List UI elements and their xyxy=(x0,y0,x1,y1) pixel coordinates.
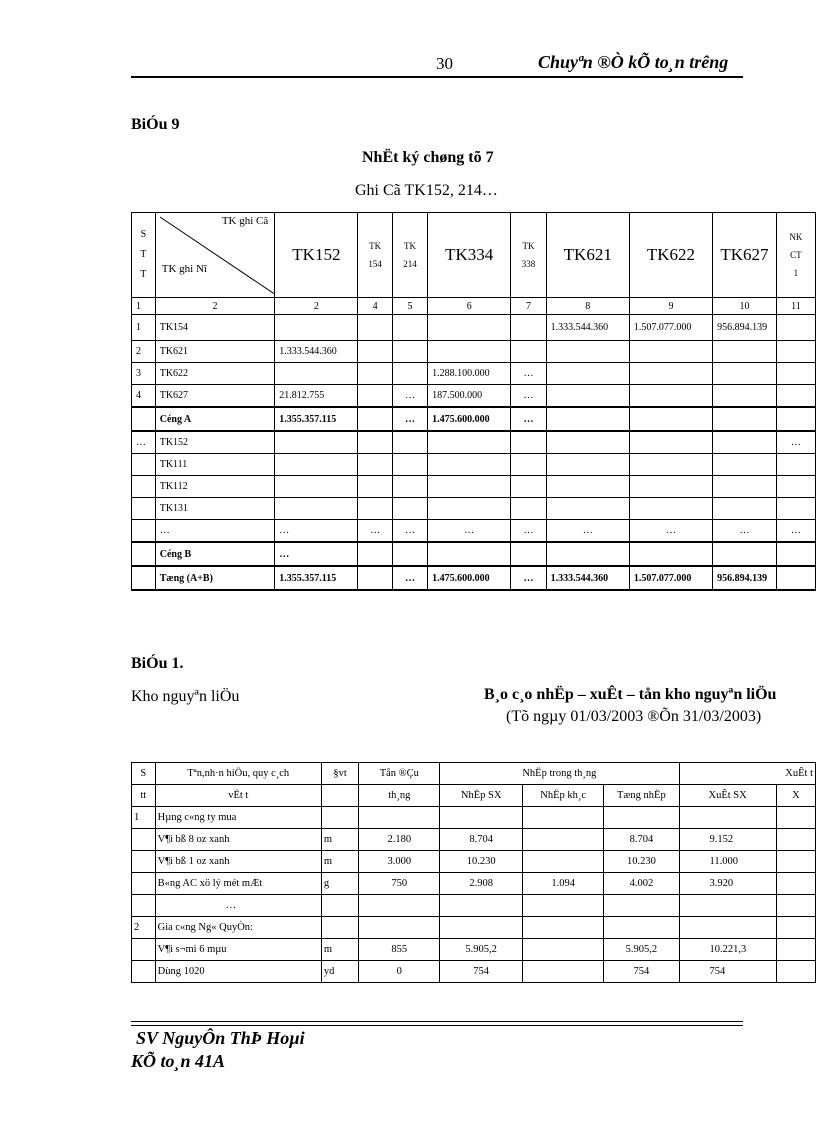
row-material: Gia c«ng Ng« QuyÒn: xyxy=(155,917,321,939)
row-out-sx: 754 xyxy=(679,961,776,983)
row-value xyxy=(511,542,546,566)
table-row xyxy=(132,851,816,873)
row-value xyxy=(428,431,511,454)
row-stt: 3 xyxy=(132,363,156,385)
row-value xyxy=(428,498,511,520)
row-in-other xyxy=(523,807,604,829)
row-value xyxy=(392,498,427,520)
row-unit xyxy=(321,807,358,829)
row-value: 1.333.544.360 xyxy=(546,315,629,341)
index-cell: 2 xyxy=(275,298,358,315)
col-stt-head: S xyxy=(132,763,156,785)
col-out-group: XuÊt t xyxy=(679,763,815,785)
row-out-other xyxy=(776,851,815,873)
row-value xyxy=(629,407,712,431)
row-stt xyxy=(132,566,156,590)
table-row xyxy=(132,939,816,961)
row-value xyxy=(511,498,546,520)
index-cell: 7 xyxy=(511,298,546,315)
row-value: … xyxy=(275,520,358,543)
diag-top-label: TK ghi Cã xyxy=(221,215,269,227)
row-value xyxy=(546,407,629,431)
row-unit: g xyxy=(321,873,358,895)
row-out-other xyxy=(776,917,815,939)
row-value xyxy=(275,431,358,454)
row-value: … xyxy=(392,385,427,408)
row-out-sx xyxy=(679,895,776,917)
row-value xyxy=(713,542,777,566)
column-header xyxy=(392,213,427,298)
table-row xyxy=(132,917,816,939)
row-out-other xyxy=(776,961,815,983)
row-value xyxy=(629,385,712,408)
column-header-label: TK152 xyxy=(292,245,341,264)
table-row xyxy=(132,385,816,408)
row-value xyxy=(629,498,712,520)
row-value: … xyxy=(511,566,546,590)
row-out-sx: 11.000 xyxy=(679,851,776,873)
row-value xyxy=(358,431,392,454)
row-in-other: 1.094 xyxy=(523,873,604,895)
row-value xyxy=(629,363,712,385)
index-cell: 8 xyxy=(546,298,629,315)
row-value xyxy=(358,407,392,431)
row-value: 1.333.544.360 xyxy=(275,341,358,363)
index-cell: 10 xyxy=(713,298,777,315)
col-in-sx: NhËp SX xyxy=(440,785,523,807)
row-value: … xyxy=(275,542,358,566)
row-value xyxy=(546,385,629,408)
col-out-other: X xyxy=(776,785,815,807)
row-value xyxy=(275,363,358,385)
index-cell: 11 xyxy=(776,298,815,315)
row-value xyxy=(358,341,392,363)
row-value xyxy=(428,542,511,566)
index-cell: 6 xyxy=(428,298,511,315)
row-value xyxy=(275,498,358,520)
row-value xyxy=(275,315,358,341)
row-in-total: 5.905,2 xyxy=(604,939,679,961)
row-stt: … xyxy=(132,431,156,454)
row-value xyxy=(358,385,392,408)
row-unit: m xyxy=(321,939,358,961)
row-stt xyxy=(132,829,156,851)
row-value xyxy=(511,341,546,363)
row-value: … xyxy=(546,520,629,543)
row-opening: 0 xyxy=(359,961,440,983)
row-opening: 3.000 xyxy=(359,851,440,873)
col-stt-head2: tt xyxy=(132,785,156,807)
row-unit: m xyxy=(321,851,358,873)
row-in-total xyxy=(604,917,679,939)
row-in-total: 10.230 xyxy=(604,851,679,873)
table-row xyxy=(132,454,816,476)
row-stt xyxy=(132,939,156,961)
row-value xyxy=(776,566,815,590)
row-value xyxy=(275,476,358,498)
row-out-other xyxy=(776,895,815,917)
row-value xyxy=(776,454,815,476)
row-value xyxy=(776,363,815,385)
row-in-other xyxy=(523,961,604,983)
stt-char: T xyxy=(140,269,147,280)
header-rule xyxy=(131,76,743,78)
index-cell: 2 xyxy=(155,298,275,315)
row-value: … xyxy=(776,520,815,543)
row-value xyxy=(713,407,777,431)
row-value: 1.475.600.000 xyxy=(428,407,511,431)
row-account: Céng B xyxy=(155,542,275,566)
row-value xyxy=(358,476,392,498)
row-in-other xyxy=(523,829,604,851)
row-out-sx xyxy=(679,917,776,939)
row-value: 956.894.139 xyxy=(713,315,777,341)
student-class: KÕ to¸n 41A xyxy=(131,1051,226,1071)
row-value: 21.812.755 xyxy=(275,385,358,408)
row-value: … xyxy=(358,520,392,543)
table-row xyxy=(132,961,816,983)
column-header-label: TK334 xyxy=(445,245,494,264)
column-header xyxy=(428,213,511,298)
row-value xyxy=(629,341,712,363)
column-header-label: TK 338 xyxy=(521,241,536,269)
row-value: … xyxy=(392,566,427,590)
column-header-label: TK627 xyxy=(720,245,769,264)
col-out-sx: XuÊt SX xyxy=(679,785,776,807)
column-header-label: TK621 xyxy=(563,245,612,264)
row-unit xyxy=(321,895,358,917)
row-value: … xyxy=(392,520,427,543)
row-stt xyxy=(132,542,156,566)
row-opening xyxy=(359,917,440,939)
row-value xyxy=(275,454,358,476)
row-value xyxy=(546,431,629,454)
row-value: 1.355.357.115 xyxy=(275,407,358,431)
row-account: TK621 xyxy=(155,341,275,363)
row-out-other xyxy=(776,807,815,829)
column-header xyxy=(776,213,815,298)
row-value xyxy=(511,454,546,476)
row-opening: 750 xyxy=(359,873,440,895)
row-opening xyxy=(359,807,440,829)
header-row xyxy=(132,213,816,298)
page-number: 30 xyxy=(436,54,453,73)
row-value xyxy=(392,341,427,363)
column-header xyxy=(546,213,629,298)
row-value xyxy=(428,476,511,498)
table-row xyxy=(132,566,816,590)
index-cell: 4 xyxy=(358,298,392,315)
row-in-sx xyxy=(440,917,523,939)
row-value xyxy=(392,315,427,341)
diagonal-header xyxy=(155,213,275,298)
row-account: TK154 xyxy=(155,315,275,341)
row-value: 956.894.139 xyxy=(713,566,777,590)
stt-char: T xyxy=(140,249,147,260)
row-value xyxy=(392,454,427,476)
row-value xyxy=(776,498,815,520)
row-value xyxy=(428,315,511,341)
row-material: V¶i s¬mi 6 mµu xyxy=(155,939,321,961)
row-stt: 2 xyxy=(132,341,156,363)
row-in-sx xyxy=(440,895,523,917)
stt-header xyxy=(132,213,156,298)
footer-rule xyxy=(131,1021,743,1022)
table-row xyxy=(132,476,816,498)
row-opening: 855 xyxy=(359,939,440,961)
row-value: … xyxy=(511,407,546,431)
table-row xyxy=(132,520,816,543)
row-value xyxy=(392,542,427,566)
row-value: 1.355.357.115 xyxy=(275,566,358,590)
table-row xyxy=(132,895,816,917)
report-period: (Tõ ngµy 01/03/2003 ®Õn 31/03/2003) xyxy=(506,708,762,725)
column-header xyxy=(511,213,546,298)
row-material: B«ng AC xö lý mét mÆt xyxy=(155,873,321,895)
row-value xyxy=(629,542,712,566)
row-value xyxy=(358,566,392,590)
section-label: BiÓu 1. xyxy=(131,655,184,672)
column-header xyxy=(713,213,777,298)
row-out-sx: 10.221,3 xyxy=(679,939,776,961)
row-in-other xyxy=(523,917,604,939)
row-account: TK627 xyxy=(155,385,275,408)
row-in-total: 8.704 xyxy=(604,829,679,851)
row-value xyxy=(776,315,815,341)
warehouse-caption: Kho nguyªn liÖu xyxy=(131,688,240,705)
row-in-sx: 5.905,2 xyxy=(440,939,523,961)
row-account: Tæng (A+B) xyxy=(155,566,275,590)
col-unit-head: §vt xyxy=(321,763,358,785)
table-subtitle: Ghi Cã TK152, 214… xyxy=(355,182,498,199)
col-in-group: NhËp trong th¸ng xyxy=(440,763,679,785)
row-stt xyxy=(132,873,156,895)
row-value: … xyxy=(629,520,712,543)
row-material: Dùng 1020 xyxy=(155,961,321,983)
row-unit: m xyxy=(321,829,358,851)
row-value xyxy=(511,476,546,498)
row-account: Céng A xyxy=(155,407,275,431)
row-stt xyxy=(132,851,156,873)
stt-char: S xyxy=(140,229,147,240)
row-in-other xyxy=(523,939,604,961)
column-header-label: TK 214 xyxy=(403,241,417,269)
row-stt: 4 xyxy=(132,385,156,408)
row-in-total: 754 xyxy=(604,961,679,983)
running-title: Chuyªn ®Ò kÕ to¸n trêng xyxy=(538,52,729,72)
row-out-sx: 3.920 xyxy=(679,873,776,895)
col-in-total: Tæng nhËp xyxy=(604,785,679,807)
col-open-head: Tån ®Çu xyxy=(359,763,440,785)
index-cell: 9 xyxy=(629,298,712,315)
row-stt xyxy=(132,961,156,983)
row-out-other xyxy=(776,829,815,851)
index-cell: 1 xyxy=(132,298,156,315)
row-material: … xyxy=(155,895,321,917)
row-account: TK111 xyxy=(155,454,275,476)
row-value: … xyxy=(428,520,511,543)
row-stt xyxy=(132,454,156,476)
row-stt xyxy=(132,407,156,431)
column-header xyxy=(275,213,358,298)
column-header-label: TK 154 xyxy=(368,241,382,269)
row-value xyxy=(629,476,712,498)
row-value xyxy=(546,476,629,498)
column-header xyxy=(358,213,392,298)
row-value: … xyxy=(776,431,815,454)
row-account: TK622 xyxy=(155,363,275,385)
row-stt: 2 xyxy=(132,917,156,939)
row-value: 187.500.000 xyxy=(428,385,511,408)
row-value: 1.288.100.000 xyxy=(428,363,511,385)
row-material: V¶i bß 8 oz xanh xyxy=(155,829,321,851)
report-title: B¸o c¸o nhËp – xuÊt – tån kho nguyªn liÖu xyxy=(484,686,777,703)
row-value xyxy=(713,476,777,498)
row-material: V¶i bß 1 oz xanh xyxy=(155,851,321,873)
journal-table xyxy=(131,212,816,591)
row-value: … xyxy=(713,520,777,543)
table-row xyxy=(132,829,816,851)
inventory-table xyxy=(131,762,816,983)
row-stt xyxy=(132,498,156,520)
row-value xyxy=(428,454,511,476)
row-value xyxy=(546,542,629,566)
row-value xyxy=(392,363,427,385)
row-value: 1.507.077.000 xyxy=(629,315,712,341)
row-value xyxy=(713,498,777,520)
row-in-other xyxy=(523,851,604,873)
row-opening: 2.180 xyxy=(359,829,440,851)
row-unit: yd xyxy=(321,961,358,983)
row-out-sx: 9.152 xyxy=(679,829,776,851)
diag-bottom-label: TK ghi Nî xyxy=(161,263,207,275)
column-header xyxy=(629,213,712,298)
row-value xyxy=(546,454,629,476)
row-value xyxy=(713,363,777,385)
row-value xyxy=(358,542,392,566)
table-row xyxy=(132,542,816,566)
row-in-sx: 10.230 xyxy=(440,851,523,873)
col-open-head2: th¸ng xyxy=(359,785,440,807)
row-in-other xyxy=(523,895,604,917)
row-value xyxy=(713,385,777,408)
column-header-label: TK622 xyxy=(646,245,696,264)
table-row xyxy=(132,431,816,454)
table-row xyxy=(132,363,816,385)
row-stt: 1 xyxy=(132,807,156,829)
row-value xyxy=(511,315,546,341)
table-row xyxy=(132,315,816,341)
row-account: TK152 xyxy=(155,431,275,454)
row-out-sx xyxy=(679,807,776,829)
row-opening xyxy=(359,895,440,917)
row-value xyxy=(358,363,392,385)
row-unit xyxy=(321,917,358,939)
column-header-label: NK CT 1 xyxy=(789,232,803,278)
row-value xyxy=(776,476,815,498)
row-value: … xyxy=(511,520,546,543)
student-name: SV NguyÔn ThÞ Hoµi xyxy=(136,1028,305,1048)
row-stt xyxy=(132,520,156,543)
row-value xyxy=(392,431,427,454)
row-value xyxy=(358,454,392,476)
section-label: BiÓu 9 xyxy=(131,116,180,133)
row-material: Hµng c«ng ty mua xyxy=(155,807,321,829)
row-in-sx: 8.704 xyxy=(440,829,523,851)
row-value xyxy=(546,363,629,385)
header-row-2 xyxy=(132,785,816,807)
row-value xyxy=(776,407,815,431)
row-out-other xyxy=(776,873,815,895)
row-value xyxy=(776,385,815,408)
row-value xyxy=(713,341,777,363)
table-row xyxy=(132,407,816,431)
table-row xyxy=(132,873,816,895)
row-value: 1.333.544.360 xyxy=(546,566,629,590)
row-in-sx xyxy=(440,807,523,829)
row-in-total: 4.002 xyxy=(604,873,679,895)
row-stt xyxy=(132,476,156,498)
row-value: … xyxy=(392,407,427,431)
row-in-sx: 2.908 xyxy=(440,873,523,895)
header-row-1 xyxy=(132,763,816,785)
col-name-head2: vËt t xyxy=(155,785,321,807)
row-account: TK112 xyxy=(155,476,275,498)
row-account: … xyxy=(155,520,275,543)
row-in-total xyxy=(604,807,679,829)
row-in-total xyxy=(604,895,679,917)
row-in-sx: 754 xyxy=(440,961,523,983)
row-value xyxy=(546,341,629,363)
row-value xyxy=(428,341,511,363)
row-value xyxy=(358,315,392,341)
table-title: NhËt ký chøng tõ 7 xyxy=(362,149,494,166)
index-row xyxy=(132,298,816,315)
row-value: … xyxy=(511,385,546,408)
col-name-head: Tªn,nh·n hiÖu, quy c¸ch xyxy=(155,763,321,785)
table-row xyxy=(132,807,816,829)
footer-rule xyxy=(131,1025,743,1026)
row-value xyxy=(713,454,777,476)
row-value xyxy=(629,431,712,454)
row-value: 1.475.600.000 xyxy=(428,566,511,590)
index-cell: 5 xyxy=(392,298,427,315)
row-value: 1.507.077.000 xyxy=(629,566,712,590)
row-stt xyxy=(132,895,156,917)
row-value xyxy=(776,542,815,566)
row-value xyxy=(713,431,777,454)
row-value xyxy=(358,498,392,520)
row-value xyxy=(776,341,815,363)
row-value xyxy=(629,454,712,476)
row-value xyxy=(546,498,629,520)
row-value xyxy=(511,431,546,454)
row-stt: 1 xyxy=(132,315,156,341)
table-row xyxy=(132,498,816,520)
col-in-other: NhËp kh¸c xyxy=(523,785,604,807)
row-out-other xyxy=(776,939,815,961)
row-value: … xyxy=(511,363,546,385)
table-row xyxy=(132,341,816,363)
row-value xyxy=(392,476,427,498)
row-account: TK131 xyxy=(155,498,275,520)
